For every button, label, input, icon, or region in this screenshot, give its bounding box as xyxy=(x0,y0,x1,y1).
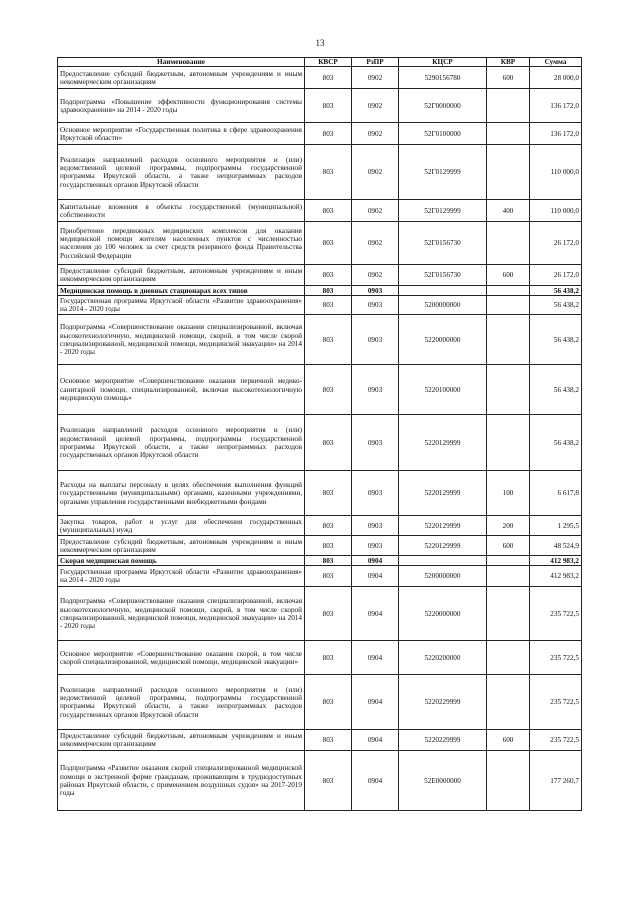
cell-name: Основное мероприятие «Совершенствование оказания первичной медико-санитарной помощи, специализированной, включая высокотехнологичную медицинскую помощь» xyxy=(58,365,305,415)
cell-kvsr: 803 xyxy=(305,566,352,587)
table-row xyxy=(58,675,582,730)
cell-rzpr: 0904 xyxy=(352,751,399,811)
cell-rzpr: 0904 xyxy=(352,641,399,675)
cell-rzpr: 0903 xyxy=(352,296,399,315)
cell-rzpr: 0902 xyxy=(352,67,399,89)
cell-name: Приобретение передвижных медицинских комплексов для оказания медицинской помощи жителям населенных пунктов с численностью населения до 100 человек за счет средств резервного фонда Правительства Российской Федерации xyxy=(58,222,305,265)
header-kvr: КВР xyxy=(487,58,530,67)
cell-sum: 235 722,5 xyxy=(530,587,582,641)
cell-sum: 56 438,2 xyxy=(530,286,582,296)
cell-kcsr: 52Г0100000 xyxy=(399,123,487,145)
table-row xyxy=(58,415,582,471)
cell-kcsr: 5220000000 xyxy=(399,587,487,641)
cell-kcsr: 5200000000 xyxy=(399,566,487,587)
header-sum: Сумма xyxy=(530,58,582,67)
cell-kvr: 600 xyxy=(487,536,530,556)
cell-rzpr: 0903 xyxy=(352,536,399,556)
cell-kvsr: 803 xyxy=(305,751,352,811)
table-row xyxy=(58,556,582,566)
cell-rzpr: 0904 xyxy=(352,566,399,587)
cell-kvsr: 803 xyxy=(305,471,352,516)
header-kvsr: КВСР xyxy=(305,58,352,67)
table-row xyxy=(58,296,582,315)
cell-sum: 6 617,8 xyxy=(530,471,582,516)
table-row xyxy=(58,730,582,751)
cell-rzpr: 0904 xyxy=(352,587,399,641)
cell-name: Расходы на выплаты персоналу в целях обеспечения выполнения функций государственными (муниципальными) органами, казенными учреждениями, органами управления государственными внебюджетными фондами xyxy=(58,471,305,516)
cell-name: Закупка товаров, работ и услуг для обеспечения государственных (муниципальных) нужд xyxy=(58,516,305,536)
table-row xyxy=(58,566,582,587)
cell-kvsr: 803 xyxy=(305,67,352,89)
table-row xyxy=(58,315,582,365)
cell-kcsr: 5220000000 xyxy=(399,315,487,365)
cell-kvr xyxy=(487,145,530,200)
cell-rzpr: 0903 xyxy=(352,516,399,536)
cell-name: Государственная программа Иркутской области «Развитие здравоохранения» на 2014 - 2020 годы xyxy=(58,566,305,587)
cell-kcsr: 52Е0000000 xyxy=(399,751,487,811)
cell-kvsr: 803 xyxy=(305,641,352,675)
cell-sum: 235 722,5 xyxy=(530,730,582,751)
cell-kcsr: 5220129999 xyxy=(399,516,487,536)
table-row xyxy=(58,222,582,265)
cell-sum: 26 172,0 xyxy=(530,265,582,286)
cell-kvr: 600 xyxy=(487,730,530,751)
cell-kvr xyxy=(487,675,530,730)
table-row xyxy=(58,516,582,536)
cell-kcsr xyxy=(399,286,487,296)
cell-name: Капитальные вложения в объекты государственной (муниципальной) собственности xyxy=(58,200,305,222)
cell-sum: 26 172,0 xyxy=(530,222,582,265)
cell-sum: 412 983,2 xyxy=(530,556,582,566)
cell-sum: 110 000,0 xyxy=(530,145,582,200)
table-row xyxy=(58,145,582,200)
cell-sum: 56 438,2 xyxy=(530,365,582,415)
cell-rzpr: 0903 xyxy=(352,315,399,365)
cell-kvr xyxy=(487,566,530,587)
cell-rzpr: 0902 xyxy=(352,123,399,145)
header-rzpr: РзПР xyxy=(352,58,399,67)
cell-rzpr: 0902 xyxy=(352,265,399,286)
cell-kvr xyxy=(487,89,530,123)
cell-kvr xyxy=(487,641,530,675)
cell-kvr: 200 xyxy=(487,516,530,536)
table-row xyxy=(58,67,582,89)
cell-name: Предоставление субсидий бюджетным, автономным учреждениям и иным некоммерческим организациям xyxy=(58,67,305,89)
cell-rzpr: 0902 xyxy=(352,222,399,265)
cell-kvsr: 803 xyxy=(305,675,352,730)
cell-sum: 136 172,0 xyxy=(530,89,582,123)
cell-kvr xyxy=(487,296,530,315)
cell-sum: 56 438,2 xyxy=(530,315,582,365)
table-body xyxy=(58,67,582,811)
cell-rzpr: 0903 xyxy=(352,415,399,471)
table-row xyxy=(58,536,582,556)
cell-kvr: 100 xyxy=(487,471,530,516)
cell-kcsr: 52Г0129999 xyxy=(399,200,487,222)
cell-kvsr: 803 xyxy=(305,365,352,415)
cell-kvr xyxy=(487,365,530,415)
cell-kvsr: 803 xyxy=(305,587,352,641)
cell-kvsr: 803 xyxy=(305,556,352,566)
table-row xyxy=(58,123,582,145)
cell-rzpr: 0903 xyxy=(352,471,399,516)
cell-kvr xyxy=(487,286,530,296)
header-name: Наименование xyxy=(58,58,305,67)
cell-kvsr: 803 xyxy=(305,200,352,222)
cell-name: Предоставление субсидий бюджетным, автономным учреждениям и иным некоммерческим организациям xyxy=(58,265,305,286)
cell-kvsr: 803 xyxy=(305,296,352,315)
table-row xyxy=(58,471,582,516)
cell-name: Скорая медицинская помощь xyxy=(58,556,305,566)
cell-kvsr: 803 xyxy=(305,265,352,286)
cell-kvsr: 803 xyxy=(305,222,352,265)
cell-rzpr: 0904 xyxy=(352,730,399,751)
cell-name: Медицинская помощь в дневных стационарах всех типов xyxy=(58,286,305,296)
cell-rzpr: 0902 xyxy=(352,89,399,123)
cell-sum: 1 295,5 xyxy=(530,516,582,536)
cell-rzpr: 0903 xyxy=(352,286,399,296)
cell-kvsr: 803 xyxy=(305,89,352,123)
cell-kcsr: 52Г0156730 xyxy=(399,265,487,286)
table-header-row xyxy=(58,58,582,67)
cell-kvsr: 803 xyxy=(305,286,352,296)
cell-kvsr: 803 xyxy=(305,145,352,200)
cell-kcsr: 5220100000 xyxy=(399,365,487,415)
cell-kcsr: 5220129999 xyxy=(399,415,487,471)
cell-sum: 235 722,5 xyxy=(530,641,582,675)
cell-sum: 235 722,5 xyxy=(530,675,582,730)
cell-rzpr: 0904 xyxy=(352,675,399,730)
cell-kcsr: 5290156780 xyxy=(399,67,487,89)
header-kcsr: КЦСР xyxy=(399,58,487,67)
cell-kvsr: 803 xyxy=(305,516,352,536)
cell-kcsr xyxy=(399,556,487,566)
cell-kvsr: 803 xyxy=(305,415,352,471)
cell-name: Подпрограмма «Повышение эффективности функционирования системы здравоохранения» на 2014 - 2020 годы xyxy=(58,89,305,123)
cell-kvsr: 803 xyxy=(305,536,352,556)
cell-rzpr: 0903 xyxy=(352,365,399,415)
cell-name: Предоставление субсидий бюджетным, автономным учреждениям и иным некоммерческим организациям xyxy=(58,730,305,751)
cell-kcsr: 52Г0129999 xyxy=(399,145,487,200)
table-row xyxy=(58,200,582,222)
cell-kcsr: 5220229999 xyxy=(399,675,487,730)
table-row xyxy=(58,89,582,123)
cell-kcsr: 5220129999 xyxy=(399,471,487,516)
cell-kvr xyxy=(487,222,530,265)
cell-sum: 48 524,9 xyxy=(530,536,582,556)
cell-kcsr: 5220229999 xyxy=(399,730,487,751)
page-number: 13 xyxy=(315,38,325,48)
cell-rzpr: 0904 xyxy=(352,556,399,566)
cell-kcsr: 52Г0156730 xyxy=(399,222,487,265)
cell-rzpr: 0902 xyxy=(352,200,399,222)
cell-name: Предоставление субсидий бюджетным, автономным учреждениям и иным некоммерческим организациям xyxy=(58,536,305,556)
cell-kvsr: 803 xyxy=(305,123,352,145)
cell-kvr xyxy=(487,556,530,566)
cell-name: Подпрограмма «Развитие оказания скорой специализированной медицинской помощи в экстренной форме гражданам, проживающим в труднодоступных районах Иркутской области, с применением воздушных судов» на 2017-2019 годы xyxy=(58,751,305,811)
cell-kvr xyxy=(487,415,530,471)
budget-table xyxy=(57,57,582,811)
cell-kvr xyxy=(487,751,530,811)
cell-name: Государственная программа Иркутской области «Развитие здравоохранения» на 2014 - 2020 годы xyxy=(58,296,305,315)
cell-name: Основное мероприятие «Совершенствование оказания скорой, в том числе скорой специализированной, медицинской помощи, медицинской эвакуации» xyxy=(58,641,305,675)
cell-sum: 136 172,0 xyxy=(530,123,582,145)
table-row xyxy=(58,641,582,675)
table-row xyxy=(58,286,582,296)
table-row xyxy=(58,751,582,811)
cell-sum: 412 983,2 xyxy=(530,566,582,587)
cell-kvr xyxy=(487,587,530,641)
cell-kcsr: 5220129999 xyxy=(399,536,487,556)
cell-kcsr: 5220200000 xyxy=(399,641,487,675)
table-row xyxy=(58,265,582,286)
cell-name: Подпрограмма «Совершенствование оказания специализированной, включая высокотехнологичную, медицинской помощи, скорой, в том числе скорой специализированной, медицинской помощи, медицинской эвакуации» на 2014 - 2020 годы xyxy=(58,587,305,641)
cell-sum: 177 260,7 xyxy=(530,751,582,811)
cell-kvr: 400 xyxy=(487,200,530,222)
cell-sum: 56 438,2 xyxy=(530,415,582,471)
cell-name: Реализация направлений расходов основного мероприятия и (или) ведомственной целевой программы, подпрограммы государственной программы Иркутской области, а также непрограммных расходов государственных органов Иркутской области xyxy=(58,415,305,471)
cell-sum: 28 000,0 xyxy=(530,67,582,89)
cell-name: Реализация направлений расходов основного мероприятия и (или) ведомственной целевой программы, подпрограммы государственной программы Иркутской области, а также непрограммных расходов государственных органов Иркутской области xyxy=(58,145,305,200)
cell-rzpr: 0902 xyxy=(352,145,399,200)
cell-kvsr: 803 xyxy=(305,730,352,751)
cell-kvr: 600 xyxy=(487,265,530,286)
cell-name: Основное мероприятие «Государственная политика в сфере здравоохранения Иркутской области» xyxy=(58,123,305,145)
cell-kcsr: 52Г0000000 xyxy=(399,89,487,123)
cell-kvr: 600 xyxy=(487,67,530,89)
cell-kvr xyxy=(487,123,530,145)
cell-sum: 110 000,0 xyxy=(530,200,582,222)
cell-name: Реализация направлений расходов основного мероприятия и (или) ведомственной целевой программы, подпрограммы государственной программы Иркутской области, а также непрограммных расходов государственных органов Иркутской области xyxy=(58,675,305,730)
table-row xyxy=(58,365,582,415)
cell-kvr xyxy=(487,315,530,365)
cell-kcsr: 5200000000 xyxy=(399,296,487,315)
table-row xyxy=(58,587,582,641)
cell-kvsr: 803 xyxy=(305,315,352,365)
cell-name: Подпрограмма «Совершенствование оказания специализированной, включая высокотехнологичную, медицинской помощи, скорой, в том числе скорой специализированной, медицинской помощи, медицинской эвакуации» на 2014 - 2020 годы xyxy=(58,315,305,365)
cell-sum: 56 438,2 xyxy=(530,296,582,315)
